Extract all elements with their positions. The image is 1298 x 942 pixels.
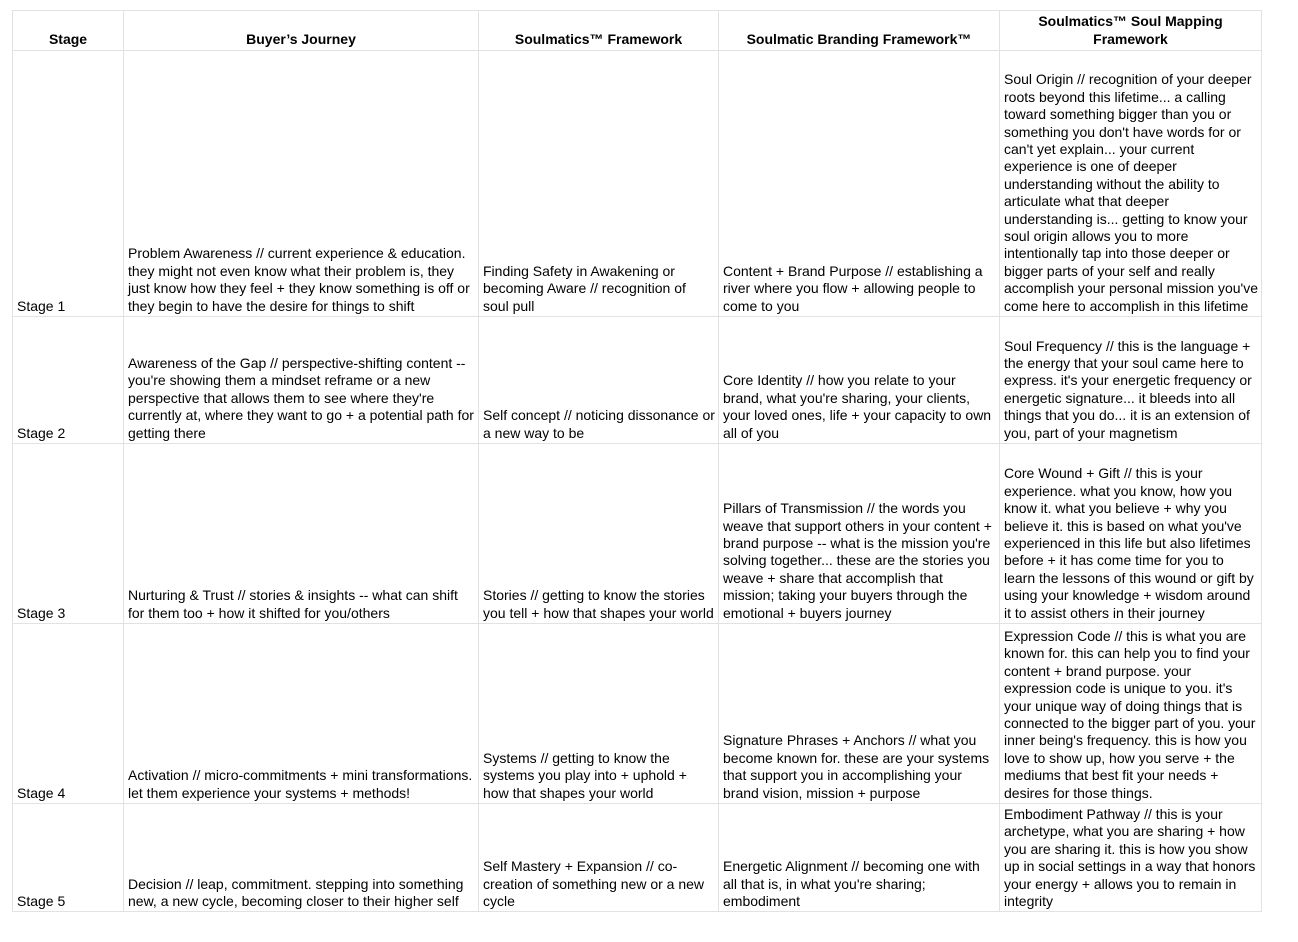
cell-branding-framework[interactable]: Energetic Alignment // becoming one with all that is, in what you're sharing; embodiment — [719, 804, 1000, 912]
header-buyers-journey[interactable]: Buyer’s Journey — [124, 11, 479, 51]
cell-buyers-journey[interactable]: Decision // leap, commitment. stepping into something new, a new cycle, becoming closer to their higher self — [124, 804, 479, 912]
cell-soulmatics-framework[interactable]: Stories // getting to know the stories you tell + how that shapes your world — [479, 444, 719, 624]
cell-buyers-journey[interactable]: Activation // micro-commitments + mini transformations. let them experience your systems + methods! — [124, 624, 479, 804]
cell-stage[interactable]: Stage 5 — [13, 804, 124, 912]
cell-branding-framework[interactable]: Pillars of Transmission // the words you weave that support others in your content + brand purpose -- what is the mission you're solving together... these are the stories you weave + share that accomplish that mission; taking your buyers through the emotional + buyers journey — [719, 444, 1000, 624]
header-branding-framework[interactable]: Soulmatic Branding Framework™ — [719, 11, 1000, 51]
header-soul-mapping-framework[interactable]: Soulmatics™ Soul Mapping Framework — [1000, 11, 1262, 51]
cell-stage[interactable]: Stage 4 — [13, 624, 124, 804]
cell-soul-mapping[interactable]: Core Wound + Gift // this is your experience. what you know, how you know it. what you believe + why you believe it. this is based on what you've experienced in this life but also lifetimes before + it has come time for you to learn the lessons of this wound or gift by using your knowledge + wisdom around it to assist others in their journey — [1000, 444, 1262, 624]
cell-stage[interactable]: Stage 2 — [13, 317, 124, 444]
table-row — [13, 444, 1262, 624]
cell-soulmatics-framework[interactable]: Systems // getting to know the systems you play into + uphold + how that shapes your world — [479, 624, 719, 804]
header-row — [13, 11, 1262, 51]
header-soulmatics-framework[interactable]: Soulmatics™ Framework — [479, 11, 719, 51]
cell-soulmatics-framework[interactable]: Self concept // noticing dissonance or a new way to be — [479, 317, 719, 444]
cell-buyers-journey[interactable]: Nurturing & Trust // stories & insights -- what can shift for them too + how it shifted for you/others — [124, 444, 479, 624]
cell-branding-framework[interactable]: Content + Brand Purpose // establishing a river where you flow + allowing people to come to you — [719, 51, 1000, 317]
cell-soul-mapping[interactable]: Soul Origin // recognition of your deeper roots beyond this lifetime... a calling toward something bigger than you or something you don't have words for or can't yet explain... your current experience is one of deeper understanding without the ability to articulate what that deeper understanding is... getting to know your soul origin allows you to more intentionally tap into those deeper or bigger parts of your self and really accomplish your personal mission you've come here to accomplish in this lifetime — [1000, 51, 1262, 317]
cell-buyers-journey[interactable]: Problem Awareness // current experience & education. they might not even know what their problem is, they just know how they feel + they know something is off or they begin to have the desire for things to shift — [124, 51, 479, 317]
cell-soul-mapping[interactable]: Soul Frequency // this is the language + the energy that your soul came here to express. it's your energetic frequency or energetic signature... it bleeds into all things that you do... it is an extension of you, part of your magnetism — [1000, 317, 1262, 444]
table-row — [13, 624, 1262, 804]
cell-branding-framework[interactable]: Core Identity // how you relate to your brand, what you're sharing, your clients, your loved ones, life + your capacity to own all of you — [719, 317, 1000, 444]
cell-stage[interactable]: Stage 1 — [13, 51, 124, 317]
cell-soul-mapping[interactable]: Expression Code // this is what you are known for. this can help you to find your content + brand purpose. your expression code is unique to you. it's your unique way of doing things that is connected to the bigger part of you. your inner being's frequency. this is how you love to show up, how you serve + the mediums that best fit your needs + desires for those things. — [1000, 624, 1262, 804]
cell-branding-framework[interactable]: Signature Phrases + Anchors // what you become known for. these are your systems that support you in accomplishing your brand vision, mission + purpose — [719, 624, 1000, 804]
framework-table — [12, 10, 1262, 912]
cell-buyers-journey[interactable]: Awareness of the Gap // perspective-shifting content -- you're showing them a mindset reframe or a new perspective that allows them to see where they're currently at, where they want to go + a potential path for getting there — [124, 317, 479, 444]
cell-stage[interactable]: Stage 3 — [13, 444, 124, 624]
cell-soul-mapping[interactable]: Embodiment Pathway // this is your archetype, what you are sharing + how you are sharing it. this is how you show up in social settings in a way that honors your energy + allows you to remain in integrity — [1000, 804, 1262, 912]
cell-soulmatics-framework[interactable]: Finding Safety in Awakening or becoming Aware // recognition of soul pull — [479, 51, 719, 317]
table-row — [13, 317, 1262, 444]
table-row — [13, 51, 1262, 317]
cell-soulmatics-framework[interactable]: Self Mastery + Expansion // co-creation of something new or a new cycle — [479, 804, 719, 912]
header-stage[interactable]: Stage — [13, 11, 124, 51]
table-row — [13, 804, 1262, 912]
